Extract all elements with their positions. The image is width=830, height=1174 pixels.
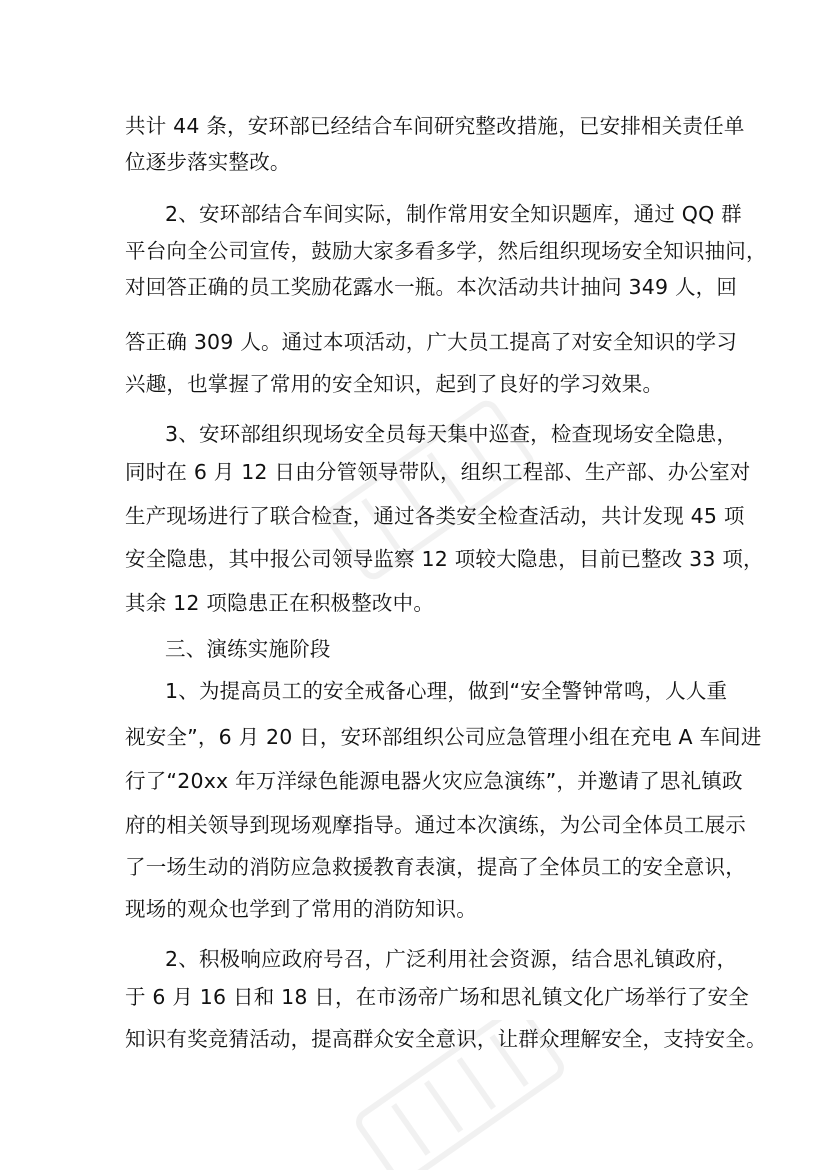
section-heading: 三、演练实施阶段 xyxy=(165,637,331,661)
paragraph-start: 3、安环部组织现场安全员每天集中巡查，检查现场安全隐患， xyxy=(165,422,738,446)
text-line: 其余 12 项隐患正在积极整改中。 xyxy=(125,591,435,615)
paragraph-start: 1、为提高员工的安全戒备心理，做到“安全警钟常鸣，人人重 xyxy=(165,679,728,703)
paragraph-start: 2、积极响应政府号召，广泛利用社会资源，结合思礼镇政府， xyxy=(165,947,738,971)
text-line: 对回答正确的员工奖励花露水一瓶。本次活动共计抽问 349 人，回 xyxy=(125,275,738,299)
text-line: 同时在 6 月 12 日由分管领导带队，组织工程部、生产部、办公室对 xyxy=(125,460,751,484)
text-line: 了一场生动的消防应急救援教育表演，提高了全体员工的安全意识， xyxy=(125,855,746,879)
text-line: 行了“20xx 年万洋绿色能源电器火灾应急演练”，并邀请了思礼镇政 xyxy=(125,769,743,793)
text-line: 平台向全公司宣传，鼓励大家多看多学，然后组织现场安全知识抽问， xyxy=(125,239,767,263)
text-line: 于 6 月 16 日和 18 日，在市汤帝广场和思礼镇文化广场举行了安全 xyxy=(125,985,750,1009)
text-line: 现场的观众也学到了常用的消防知识。 xyxy=(125,897,477,921)
text-line: 生产现场进行了联合检查，通过各类安全检查活动，共计发现 45 项 xyxy=(125,504,745,528)
text-line: 位逐步落实整改。 xyxy=(125,150,291,174)
paragraph-start: 2、安环部结合车间实际，制作常用安全知识题库，通过 QQ 群 xyxy=(165,202,742,226)
text-line: 答正确 309 人。通过本项活动，广大员工提高了对安全知识的学习 xyxy=(125,330,738,354)
text-line: 府的相关领导到现场观摩指导。通过本次演练，为公司全体员工展示 xyxy=(125,813,746,837)
text-line: 视安全”，6 月 20 日，安环部组织公司应急管理小组在充电 A 车间进 xyxy=(125,725,762,749)
text-line: 兴趣，也掌握了常用的安全知识，起到了良好的学习效果。 xyxy=(125,372,664,396)
text-line: 知识有奖竞猜活动，提高群众安全意识，让群众理解安全，支持安全。 xyxy=(125,1027,767,1051)
text-line: 安全隐患，其中报公司领导监察 12 项较大隐患，目前已整改 33 项， xyxy=(125,547,764,571)
text-line: 共计 44 条，安环部已经结合车间研究整改措施，已安排相关责任单 xyxy=(125,114,745,138)
